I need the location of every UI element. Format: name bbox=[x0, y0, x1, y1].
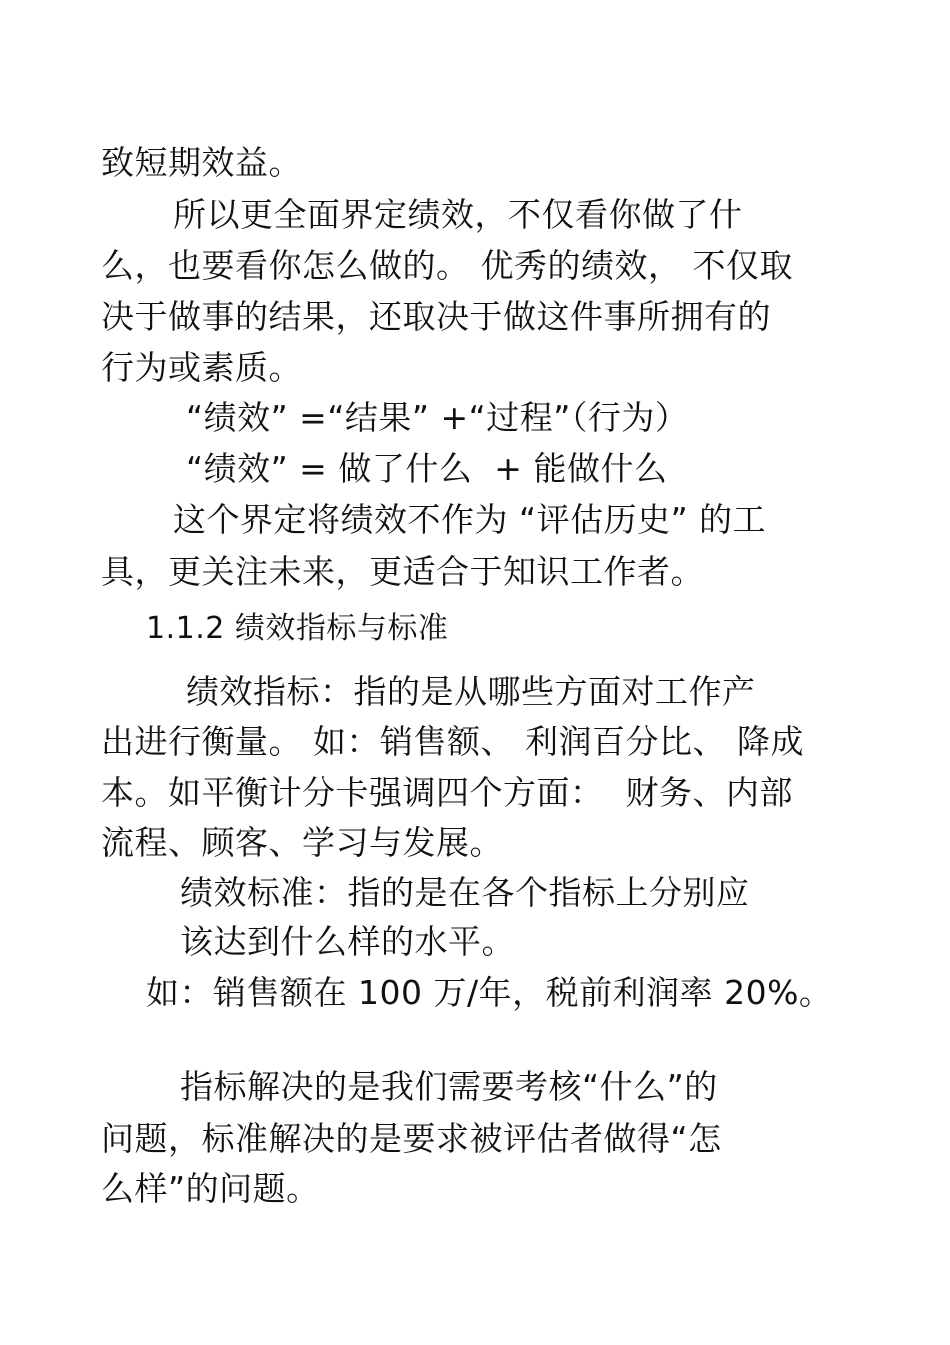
formula-line: “绩效” =“结果” +“过程”（行为） bbox=[186, 398, 689, 437]
paragraph-line: 绩效标准：指的是在各个指标上分别应 bbox=[180, 873, 750, 912]
paragraph-line: 这个界定将绩效不作为 “评估历史” 的工 bbox=[173, 500, 767, 539]
example-line: 如：销售额在 100 万/年，税前利润率 20%。 bbox=[146, 973, 833, 1012]
paragraph-line: 流程、顾客、学习与发展。 bbox=[101, 823, 503, 862]
paragraph-line: 指标解决的是我们需要考核“什么”的 bbox=[180, 1067, 718, 1106]
paragraph-line: 具，更关注未来，更适合于知识工作者。 bbox=[101, 552, 704, 591]
paragraph-line: 本。如平衡计分卡强调四个方面： 财务、内部 bbox=[101, 773, 793, 812]
formula-line: “绩效” = 做了什么 + 能做什么 bbox=[186, 449, 668, 488]
paragraph-line: 绩效指标：指的是从哪些方面对工作产 bbox=[186, 672, 756, 711]
paragraph-line: 行为或素质。 bbox=[101, 348, 302, 387]
paragraph-line: 致短期效益。 bbox=[101, 143, 302, 182]
section-heading: 1.1.2 绩效指标与标准 bbox=[146, 611, 449, 646]
paragraph-line: 么，也要看你怎么做的。 优秀的绩效， 不仅取 bbox=[101, 246, 793, 285]
paragraph-line: 么样”的问题。 bbox=[101, 1169, 320, 1208]
paragraph-line: 出进行衡量。 如：销售额、 利润百分比、 降成 bbox=[101, 722, 804, 761]
paragraph-line: 该达到什么样的水平。 bbox=[180, 922, 515, 961]
paragraph-line: 所以更全面界定绩效，不仅看你做了什 bbox=[173, 195, 743, 234]
paragraph-line: 决于做事的结果，还取决于做这件事所拥有的 bbox=[101, 297, 771, 336]
paragraph-line: 问题，标准解决的是要求被评估者做得“怎 bbox=[101, 1119, 722, 1158]
